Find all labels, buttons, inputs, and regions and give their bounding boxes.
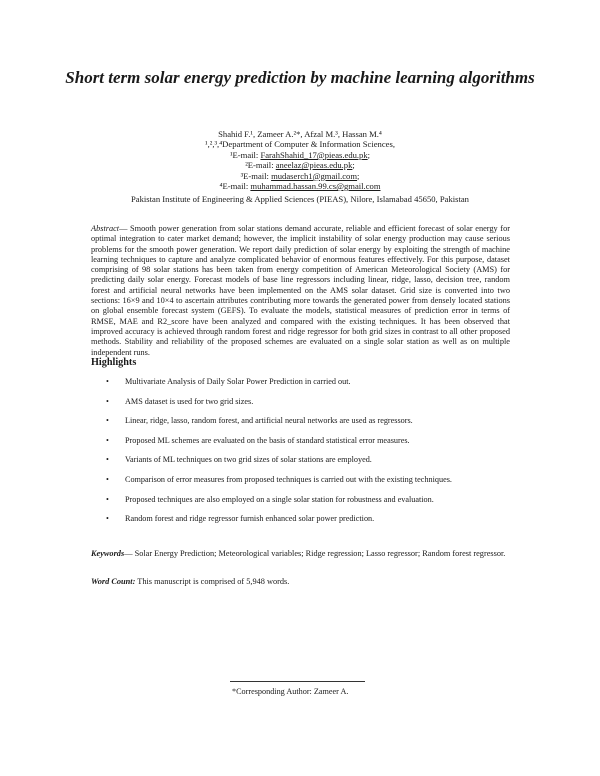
- email-link[interactable]: FarahShahid_17@pieas.edu.pk: [260, 149, 368, 160]
- highlight-item: [91, 475, 511, 495]
- author-email-3: [60, 171, 540, 181]
- highlights-list: [91, 377, 511, 534]
- abstract-text: — Smooth power generation from solar stations demand accurate, reliable and efficient forecast of solar energy for optimal integration to cater market demand; however, the implicit instability of solar energy production may cause serious problems for the smooth power generation. We report daily prediction of solar energy by exploiting the strength of machine learning techniques to capture and analyze complicated behavior of enormous features effectively. For this purpose, dataset comprising of 98 solar stations has been taken from energy competition of American Meteorological Society (AMS) for predicting daily solar energy. Forecast models of base line regressors including linear, ridge, lasso, decision tree, random forest and artificial neural networks have been implemented on the AMS solar dataset. Grid size is converted into two sections: 16×9 and 10×4 to ascertain attributes contributing more towards the generated power from densely located stations on global ensemble forecast system (GEFS). To evaluate the models, statistical measures of prediction error in terms of RMSE, MAE and R2_score have been analyzed and compared with the existing techniques. It has been observed that improved accuracy is achieved through random forest and ridge regressor for both grid sizes in contrast to all other proposed methods. Stability and reliability of the proposed schemes are evaluated on a single solar station as well as on multiple independent runs.: [91, 224, 510, 357]
- abstract: [91, 224, 510, 358]
- email-prefix: ⁴E-mail:: [219, 181, 251, 192]
- highlight-text: AMS dataset is used for two grid sizes.: [125, 396, 254, 406]
- author-block: [60, 129, 540, 191]
- affiliation-department: ¹,²,³,⁴Department of Computer & Information Sciences,: [205, 139, 395, 150]
- highlight-text: Comparison of error measures from proposed techniques is carried out with the existing techniques.: [125, 474, 452, 484]
- footnote-divider: [230, 681, 365, 682]
- keywords-text: — Solar Energy Prediction; Meteorological variables; Ridge regression; Lasso regressor; Random forest regressor.: [124, 549, 506, 558]
- highlight-item: [91, 397, 511, 417]
- email-prefix: ³E-mail:: [240, 170, 272, 181]
- highlight-text: Random forest and ridge regressor furnish enhanced solar power prediction.: [125, 514, 375, 524]
- author-email-4: [60, 181, 540, 191]
- email-prefix: ¹E-mail:: [229, 149, 261, 160]
- abstract-label: Abstract: [91, 224, 120, 233]
- bullet-icon: •: [106, 435, 109, 445]
- highlight-item: [91, 377, 511, 397]
- affiliation-institute: Pakistan Institute of Engineering & Applied Sciences (PIEAS), Nilore, Islamabad 45650, Pakistan: [131, 194, 469, 204]
- word-count-text: This manuscript is comprised of 5,948 words.: [135, 577, 290, 586]
- word-count: [91, 577, 511, 587]
- highlight-item: [91, 495, 511, 515]
- highlight-text: Proposed ML schemes are evaluated on the basis of standard statistical error measures.: [125, 435, 410, 445]
- highlight-text: Linear, ridge, lasso, random forest, and artificial neural networks are used as regressors.: [125, 416, 413, 426]
- email-prefix: ²E-mail:: [245, 160, 276, 171]
- bullet-icon: •: [106, 474, 109, 484]
- bullet-icon: •: [106, 455, 109, 465]
- keywords-label: Keywords: [91, 549, 125, 558]
- email-suffix: ;: [352, 160, 355, 171]
- email-suffix: ;: [357, 170, 360, 181]
- highlight-item: [91, 436, 511, 456]
- email-link[interactable]: mudaserch1@gmail.com: [271, 170, 358, 181]
- highlight-item: [91, 455, 511, 475]
- email-link[interactable]: muhammad.hassan.99.cs@gmail.com: [250, 181, 381, 192]
- highlight-text: Variants of ML techniques on two grid sizes of solar stations are employed.: [125, 455, 372, 465]
- word-count-label: Word Count:: [91, 577, 136, 586]
- bullet-icon: •: [106, 377, 109, 386]
- bullet-icon: •: [106, 514, 109, 524]
- highlight-text: Multivariate Analysis of Daily Solar Power Prediction in carried out.: [125, 377, 351, 386]
- bullet-icon: •: [106, 396, 109, 406]
- keywords: [91, 549, 511, 559]
- bullet-icon: •: [106, 494, 109, 504]
- author-email-1: [60, 150, 540, 160]
- footnote-corresponding-author: *Corresponding Author: Zameer A.: [232, 687, 349, 696]
- paper-title: Short term solar energy prediction by machine learning algorithms: [65, 68, 535, 87]
- author-email-2: [60, 160, 540, 170]
- highlight-item: [91, 416, 511, 436]
- highlight-item: [91, 514, 511, 534]
- email-suffix: ;: [367, 149, 371, 160]
- bullet-icon: •: [106, 416, 109, 426]
- highlight-text: Proposed techniques are also employed on a single solar station for robustness and evaluation.: [125, 494, 434, 504]
- email-link[interactable]: aneelaz@pieas.edu.pk: [275, 160, 353, 171]
- highlights-heading: Highlights: [91, 357, 137, 368]
- author-names: Shahid F.¹, Zameer A.²*, Afzal M.³, Hassan M.⁴: [218, 129, 382, 139]
